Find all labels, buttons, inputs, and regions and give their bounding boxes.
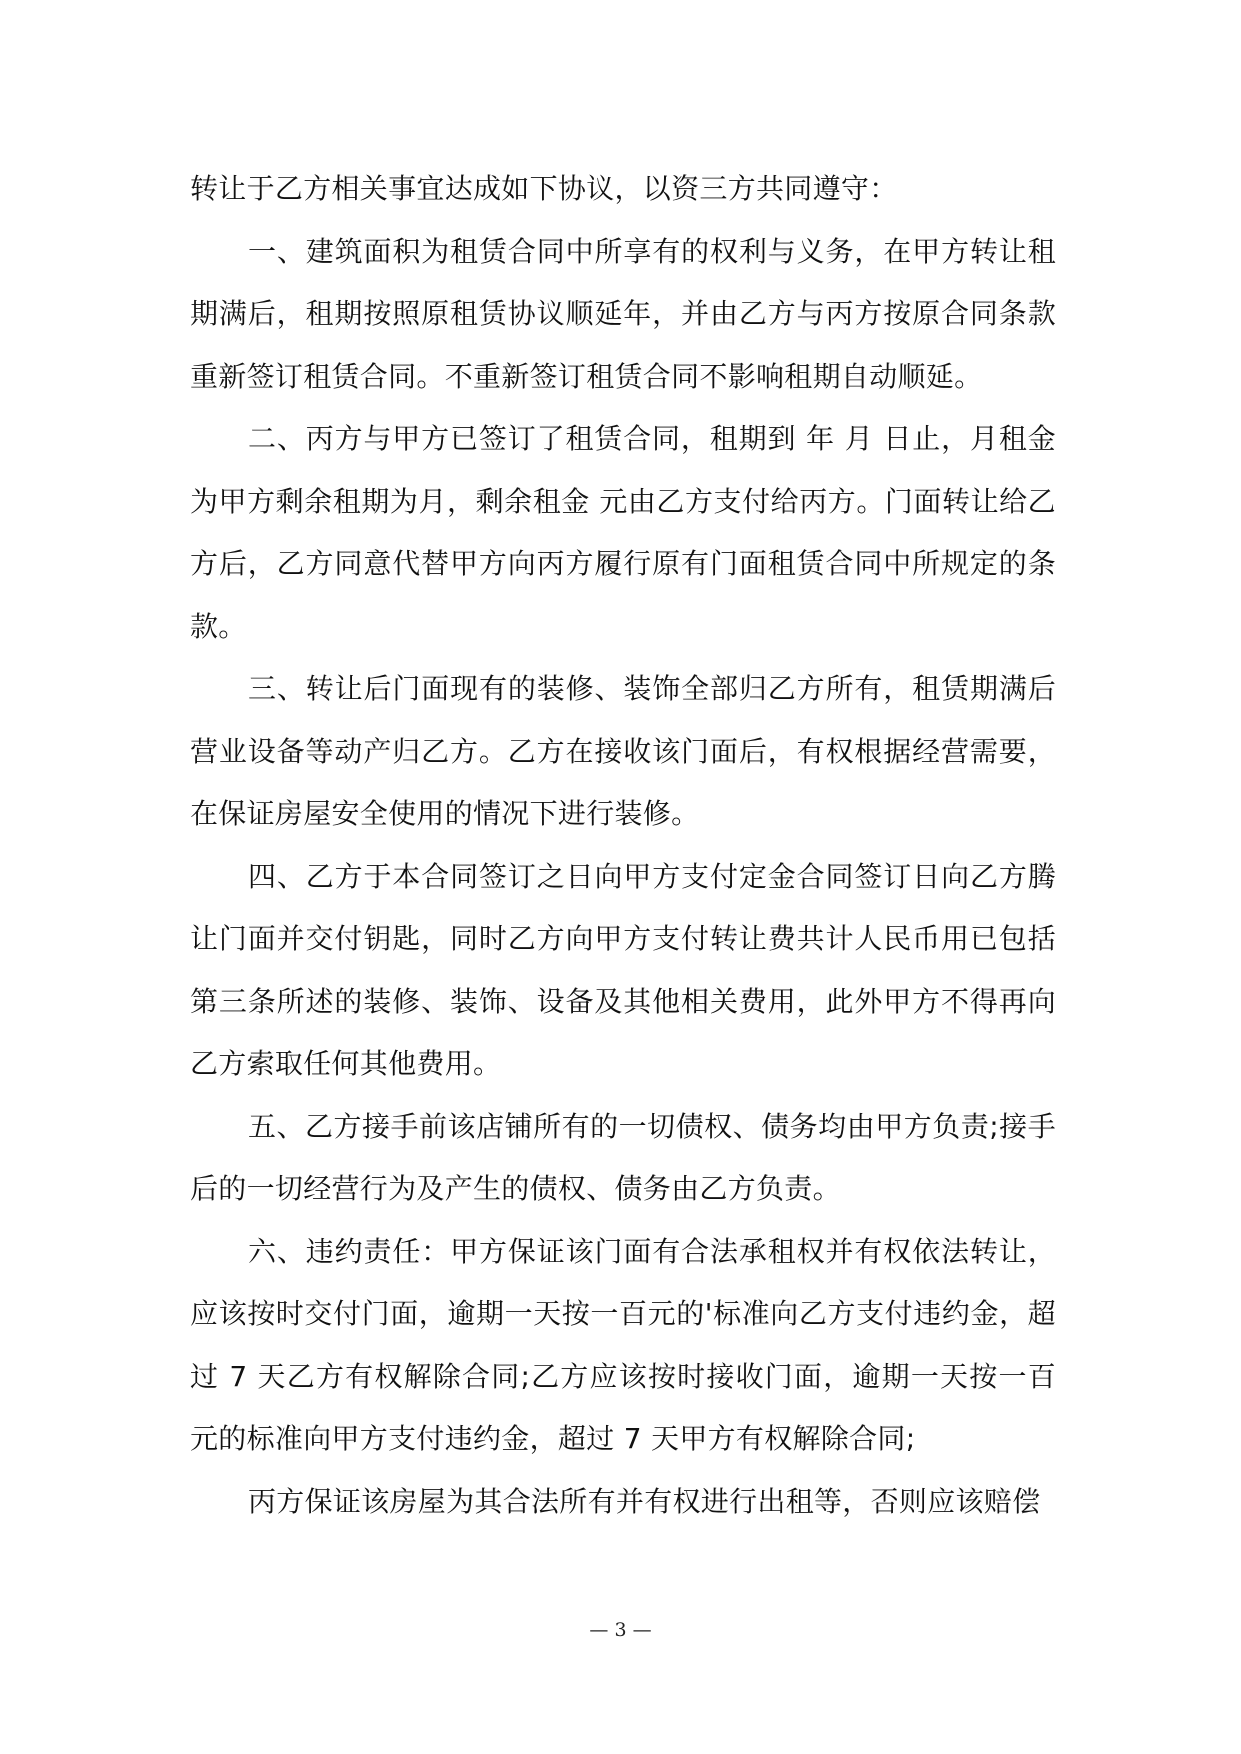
document-body [190, 158, 1056, 1533]
paragraph-clause-4: 四、乙方于本合同签订之日向甲方支付定金合同签订日向乙方腾让门面并交付钥匙，同时乙方向甲方支付转让费共计人民币用已包括第三条所述的装修、装饰、设备及其他相关费用，此外甲方不得再向乙方索取任何其他费用。 [190, 859, 1056, 1080]
paragraph-clause-5: 五、乙方接手前该店铺所有的一切债权、债务均由甲方负责;接手后的一切经营行为及产生的债权、债务由乙方负责。 [190, 1109, 1056, 1205]
paragraph-clause-3: 三、转让后门面现有的装修、装饰全部归乙方所有，租赁期满后营业设备等动产归乙方。乙方在接收该门面后，有权根据经营需要，在保证房屋安全使用的情况下进行装修。 [190, 672, 1056, 830]
paragraph-clause-6: 六、违约责任：甲方保证该门面有合法承租权并有权依法转让，应该按时交付门面，逾期一天按一百元的'标准向乙方支付违约金，超过 7 天乙方有权解除合同;乙方应该按时接收门面，逾期一天按一百元的标准向甲方支付违约金，超过 7 天甲方有权解除合同; [190, 1234, 1056, 1455]
paragraph-clause-2: 二、丙方与甲方已签订了租赁合同，租期到 年 月 日止，月租金为甲方剩余租期为月，剩余租金 元由乙方支付给丙方。门面转让给乙方后，乙方同意代替甲方向丙方履行原有门面租赁合同中所规定的条款。 [190, 422, 1056, 643]
paragraph-clause-1: 一、建筑面积为租赁合同中所享有的权利与义务，在甲方转让租期满后，租期按照原租赁协议顺延年，并由乙方与丙方按原合同条款重新签订租赁合同。不重新签订租赁合同不影响租期自动顺延。 [190, 234, 1056, 393]
paragraph-continuation: 丙方保证该房屋为其合法所有并有权进行出租等，否则应该赔偿 [248, 1484, 1041, 1518]
paragraph-intro: 转让于乙方相关事宜达成如下协议，以资三方共同遵守： [190, 172, 898, 205]
page-number: — 3 — [589, 1619, 652, 1641]
